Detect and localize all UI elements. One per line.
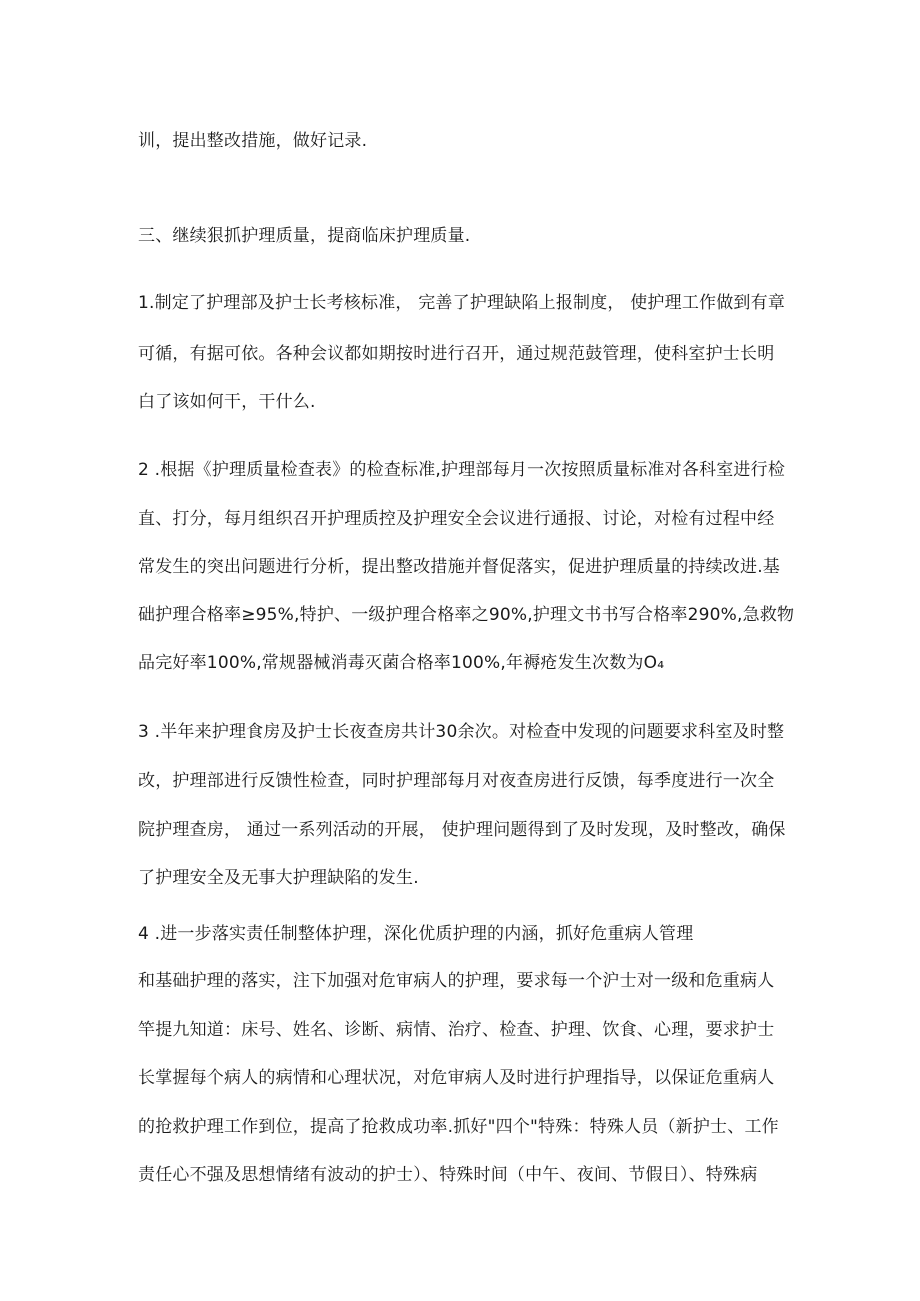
text-line: 院护理查房， 通过一系列活动的开展， 使护理问题得到了及时发现，及时整改，确保	[138, 820, 786, 840]
text-line: 责任心不强及思想情绪有波动的护士）、特殊时间（中午、夜间、节假日）、特殊病	[138, 1165, 758, 1185]
text-line: 品完好率100%,常规器械消毒灭菌合格率100%,年褥疮发生次数为O₄	[138, 653, 665, 673]
text-line: 常发生的突出问题进行分析，提出整改措施并督促落实，促进护理质量的持续改进.基	[138, 557, 781, 577]
text-line: 白了该如何干，干什么.	[138, 392, 316, 412]
text-line: 了护理安全及无事大护理缺陷的发生.	[138, 868, 419, 888]
section-heading: 三、继续狠抓护理质量，提商临床护理质量.	[138, 226, 471, 246]
text-line: 础护理合格率≥95%,特护、一级护理合格率之90%,护理文书书写合格率290%,急救物	[138, 605, 795, 625]
text-line: 4 .进一步落实责任制整体护理，深化优质护理的内涵，抓好危重病人管理	[138, 924, 694, 944]
text-line: 改，护理部进行反馈性检查，同时护理部每月对夜查房进行反馈，每季度进行一次全	[138, 771, 775, 791]
text-line: 训，提出整改措施，做好记录.	[138, 131, 368, 151]
text-line: 2 .根据《护理质量检查表》的检查标准,护理部每月一次按照质量标准对各科室进行检	[138, 460, 786, 480]
text-line: 竿提九知道：床号、姓名、诊断、病情、治疗、检查、护理、饮食、心理，要求护士	[138, 1020, 775, 1040]
text-line: 的抢救护理工作到位，提高了抢救成功率.抓好"四个"特殊：特殊人员（新护士、工作	[138, 1117, 779, 1137]
text-line: 直、打分，每月组织召开护理质控及护理安全会议进行通报、讨论，对检有过程中经	[138, 509, 775, 529]
text-line: 和基础护理的落实，注下加强对危审病人的护理，要求每一个沪士对一级和危重病人	[138, 971, 775, 991]
text-line: 3 .半年来护理食房及护士长夜查房共计30余次。对检查中发现的问题要求科室及时整	[138, 722, 785, 742]
text-line: 1.制定了护理部及护士长考核标准， 完善了护理缺陷上报制度， 使护理工作做到有章	[138, 293, 786, 313]
text-line: 可循，有据可依。各种会议都如期按时进行召开，通过规范鼓管理，使科室护士长明	[138, 344, 775, 364]
text-line: 长掌握每个病人的病情和心理状况，对危审病人及时进行护理指导，以保证危重病人	[138, 1068, 775, 1088]
